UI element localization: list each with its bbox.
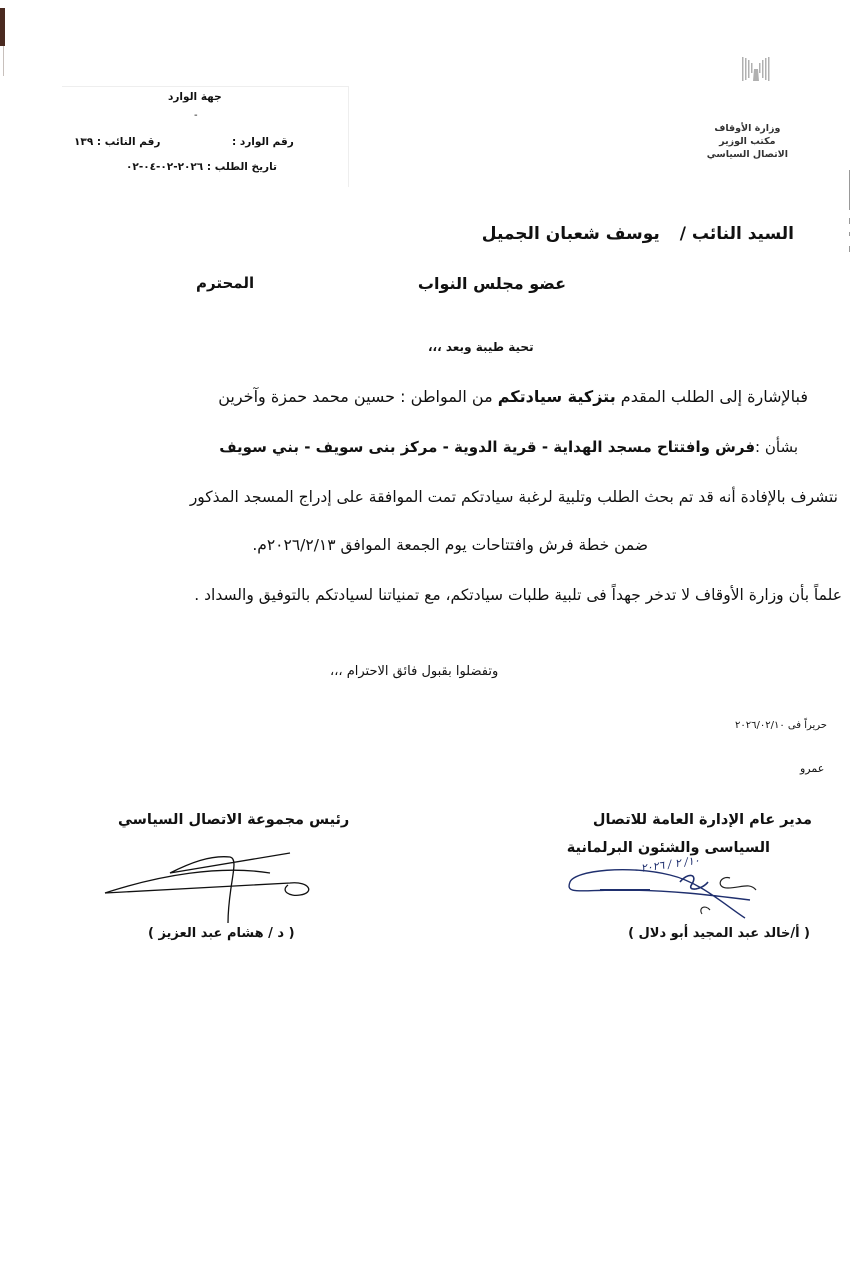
subject-text: فرش وافتتاح مسجد الهداية - قرية الدوية - مركز بنى سويف - بني سويف [219,438,756,456]
closing-salutation: وتفضلوا بقبول فائق الاحترام ،،، [330,664,499,679]
ministry-letterhead [707,122,788,161]
incoming-party-label: جهة الوارد [168,91,222,103]
incoming-number-label: رقم الوارد : [232,136,294,148]
request-date: تاريخ الطلب : ٢٠٢٦-٠٢-٠٤-٠٢ [126,161,277,173]
reference-end: من المواطن : حسين محمد حمزة وآخرين [218,387,498,406]
issued-date: حريراً فى ٢٠٢٦/٠٢/١٠ [735,720,827,731]
reference-paragraph [218,387,808,406]
typist-name: عمرو [800,762,825,775]
ministry-department: الاتصال السياسي [706,149,788,160]
left-signatory-title: رئيس مجموعة الاتصال السياسي [118,812,350,828]
scan-edge-mark [0,8,5,46]
recipient-name: يوسف شعبان الجميل [481,224,660,244]
scan-edge-line [3,46,4,76]
subject-label: بشأن : [755,438,798,456]
incoming-party-value: - [194,110,198,121]
greeting: تحية طيبة وبعد ،،، [428,340,534,354]
deputy-number: رقم النائب : ١٣٩ [74,136,161,148]
recipient-line [482,224,794,244]
recipient-title: السيد النائب / [679,224,794,244]
recipient-honorific: المحترم [196,274,255,292]
ministry-note: علماً بأن وزارة الأوقاف لا تدخر جهداً فى تلبية طلبات سيادتكم، مع تمنياتنا لسيادتكم بالتوفيق والسداد . [194,586,842,604]
right-signatory-title-2: السياسى والشئون البرلمانية [566,840,770,856]
left-signature-icon [100,845,330,925]
scan-edge-dots [848,170,852,260]
right-signatory-name: ( أ/خالد عبد المجيد أبو دلال ) [628,926,810,941]
ministry-name: وزارة الأوقاف [714,123,781,134]
right-signature-handwritten-date: ١٠/ ٢ / ٢٠٢٦ [640,853,701,875]
subject-line [219,438,798,456]
approval-line-1: نتشرف بالإفادة أنه قد تم بحث الطلب وتلبية لرغبة سيادتكم تمت الموافقة على إدراج المسجد المذكور [189,488,838,506]
eagle-emblem-icon [740,55,772,85]
reference-start: فبالإشارة إلى الطلب المقدم [615,387,808,406]
left-signatory-name: ( د / هشام عبد العزيز ) [148,926,295,941]
ministry-office: مكتب الوزير [719,136,776,147]
right-signatory-title-1: مدير عام الإدارة العامة للاتصال [592,812,812,828]
approval-line-2: ضمن خطة فرش وافتتاحات يوم الجمعة الموافق ٢٠٢٦/٢/١٣م. [252,536,648,554]
reference-endorsement: بتزكية سيادتكم [497,387,616,406]
recipient-position: عضو مجلس النواب [417,274,566,293]
